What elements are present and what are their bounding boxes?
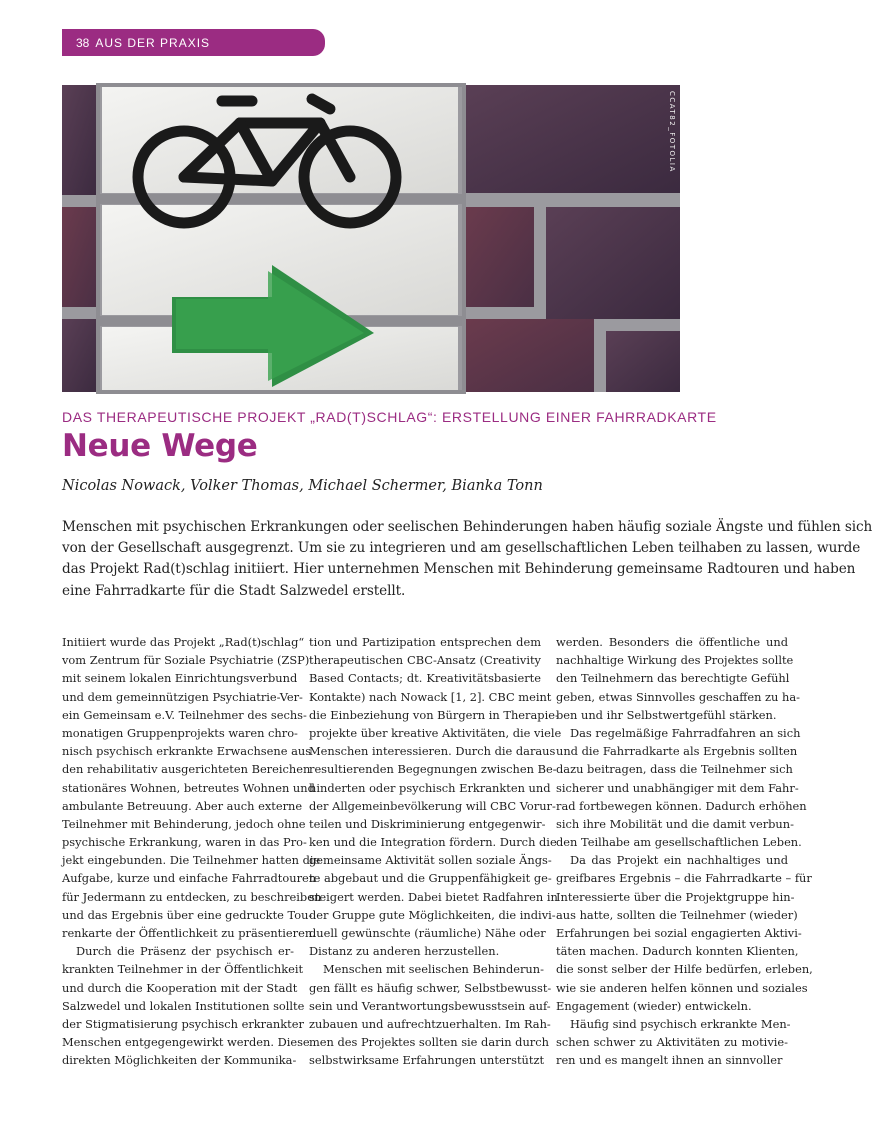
body-text-line: Kontakte) nach Nowack [1, 2]. CBC meint bbox=[309, 689, 552, 704]
body-text-line: Engagement (wieder) entwickeln. bbox=[556, 998, 752, 1013]
body-text-line: gen fällt es häufig schwer, Selbstbewusst- bbox=[309, 980, 552, 995]
body-text-line: und die Fahrradkarte als Ergebnis sollten bbox=[556, 744, 798, 759]
body-text-line: Durch die Präsenz der psychisch er- bbox=[76, 944, 294, 959]
body-text-line: Da das Projekt ein nachhaltiges und bbox=[570, 853, 788, 868]
body-text-line: schen schwer zu Aktivitäten zu motivie- bbox=[556, 1035, 788, 1050]
body-text-line: sich ihre Mobilität und die damit verbun- bbox=[556, 816, 794, 831]
body-text-line: vom Zentrum für Soziale Psychiatrie (ZSP) bbox=[62, 653, 310, 668]
body-text-line: renkarte der Öffentlichkeit zu präsentieren. bbox=[62, 926, 316, 940]
body-column-2 bbox=[309, 633, 562, 1070]
body-text-line: therapeutischen CBC-Ansatz (Creativity bbox=[309, 653, 541, 668]
body-text-line: Based Contacts; dt. Kreativitätsbasierte bbox=[309, 671, 541, 686]
body-text-line: Menschen interessieren. Durch die daraus bbox=[309, 744, 556, 759]
article-title: Neue Wege bbox=[62, 428, 258, 464]
body-text-line: nisch psychisch erkrankte Erwachsene aus bbox=[62, 744, 312, 759]
body-text-line: die sonst selber der Hilfe bedürfen, erleben, bbox=[556, 962, 813, 977]
article-authors: Nicolas Nowack, Volker Thomas, Michael Schermer, Bianka Tonn bbox=[62, 478, 543, 494]
body-text-line: Teilnehmer mit Behinderung, jedoch ohne bbox=[62, 816, 306, 831]
body-text-line: Distanz zu anderen herzustellen. bbox=[309, 944, 500, 959]
lead-line: eine Fahrradkarte für die Stadt Salzwedel erstellt. bbox=[62, 582, 406, 599]
section-label: AUS DER PRAXIS bbox=[95, 35, 211, 50]
body-text-line: der Stigmatisierung psychisch erkrankter bbox=[62, 1016, 304, 1031]
body-column-3 bbox=[556, 633, 813, 1070]
body-text-line: gemeinsame Aktivität sollen soziale Ängs- bbox=[309, 853, 552, 868]
body-text-line: duell gewünschte (räumliche) Nähe oder bbox=[309, 926, 546, 940]
body-text-line: Menschen entgegengewirkt werden. Diese bbox=[62, 1035, 310, 1050]
body-text-line: Das regelmäßige Fahrradfahren an sich bbox=[570, 725, 801, 740]
body-text-line: sicherer und unabhängiger mit dem Fahr- bbox=[556, 780, 799, 795]
body-text-line: nachhaltige Wirkung des Projektes sollte bbox=[556, 653, 794, 668]
body-text-line: den rehabilitativ ausgerichteten Bereichen bbox=[62, 762, 311, 777]
body-text-line: werden. Besonders die öffentliche und bbox=[556, 635, 788, 649]
body-text-line: selbstwirksame Erfahrungen unterstützt bbox=[309, 1053, 545, 1068]
body-text-line: psychische Erkrankung, waren in das Pro- bbox=[62, 835, 307, 850]
body-text-line: zubauen und aufrechtzuerhalten. Im Rah- bbox=[309, 1016, 551, 1031]
body-text-line: greifbares Ergebnis – die Fahrradkarte – für bbox=[556, 871, 812, 886]
lead-line: Menschen mit psychischen Erkrankungen oder seelischen Behinderungen haben häufig soziale Ängste und fühlen sich bbox=[62, 519, 872, 535]
body-text-line: mit seinem lokalen Einrichtungsverbund bbox=[62, 671, 298, 686]
body-text-line: tion und Partizipation entsprechen dem bbox=[309, 635, 541, 649]
body-text-line: te abgebaut und die Gruppenfähigkeit ge- bbox=[309, 871, 552, 886]
body-column-1 bbox=[62, 633, 322, 1070]
body-text-line: Menschen mit seelischen Behinderun- bbox=[323, 962, 544, 977]
body-text-line: und das Ergebnis über eine gedruckte Tou- bbox=[62, 907, 313, 922]
body-text-line: Interessierte über die Projektgruppe hin- bbox=[556, 889, 795, 904]
body-text-line: Erfahrungen bei sozial engagierten Aktivi- bbox=[556, 926, 802, 940]
body-text-line: teilen und Diskriminierung entgegenwir- bbox=[309, 816, 546, 831]
body-text-line: steigert werden. Dabei bietet Radfahren in bbox=[309, 889, 558, 904]
body-text-line: hinderten oder psychisch Erkrankten und bbox=[309, 780, 551, 795]
body-text-line: krankten Teilnehmer in der Öffentlichkeit bbox=[62, 962, 304, 977]
body-text-line: den Teilhabe am gesellschaftlichen Leben. bbox=[556, 835, 802, 850]
body-text-line: monatigen Gruppenprojekts waren chro- bbox=[62, 725, 298, 740]
body-text-line: täten machen. Dadurch konnten Klienten, bbox=[556, 944, 799, 959]
body-text-line: resultierenden Begegnungen zwischen Be- bbox=[309, 762, 557, 777]
body-text-line: jekt eingebunden. Die Teilnehmer hatten die bbox=[62, 853, 321, 868]
body-text-line: Salzwedel und lokalen Institutionen sollte bbox=[62, 998, 305, 1013]
body-text-line: ben und ihr Selbstwertgefühl stärken. bbox=[556, 707, 777, 722]
lead-line: von der Gesellschaft ausgegrenzt. Um sie zu integrieren und am gesellschaftlichen Leben teilhaben zu lassen, wurde bbox=[62, 540, 861, 557]
body-text-line: und dem gemeinnützigen Psychiatrie-Ver- bbox=[62, 689, 303, 704]
body-text-line: sein und Verantwortungsbewusstsein auf- bbox=[309, 998, 551, 1013]
body-text-line: Aufgabe, kurze und einfache Fahrradtouren bbox=[62, 871, 317, 886]
body-text-line: men des Projektes sollten sie darin durch bbox=[309, 1035, 549, 1050]
body-text-line: wie sie anderen helfen können und soziales bbox=[556, 980, 808, 995]
body-text-line: rad fortbewegen können. Dadurch erhöhen bbox=[556, 798, 807, 813]
body-text-line: ren und es mangelt ihnen an sinnvoller bbox=[556, 1053, 783, 1068]
body-text-line: geben, etwas Sinnvolles geschaffen zu ha- bbox=[556, 689, 800, 704]
body-text-line: Häufig sind psychisch erkrankte Men- bbox=[570, 1016, 791, 1031]
body-text-line: die Einbeziehung von Bürgern in Therapie- bbox=[309, 707, 559, 722]
body-text-line: ein Gemeinsam e.V. Teilnehmer des sechs- bbox=[62, 707, 307, 722]
body-text-line: ambulante Betreuung. Aber auch externe bbox=[62, 798, 303, 813]
body-text-line: ken und die Integration fördern. Durch die bbox=[309, 835, 557, 850]
article-kicker: DAS THERAPEUTISCHE PROJEKT „RAD(T)SCHLAG“: ERSTELLUNG EINER FAHRRADKARTE bbox=[62, 409, 717, 425]
section-header bbox=[62, 29, 325, 56]
hero-image bbox=[62, 85, 680, 392]
body-text-line: direkten Möglichkeiten der Kommunika- bbox=[62, 1053, 297, 1068]
image-credit: CCAT82_FOTOLIA bbox=[668, 91, 676, 173]
body-text-line: und durch die Kooperation mit der Stadt bbox=[62, 980, 298, 995]
article-lead bbox=[62, 517, 872, 602]
lead-line: das Projekt Rad(t)schlag initiiert. Hier unternehmen Menschen mit Behinderung gemeinsame Radtouren und haben bbox=[62, 561, 856, 578]
body-text-line: Initiiert wurde das Projekt „Rad(t)schlag“ bbox=[62, 635, 305, 649]
body-text-line: den Teilnehmern das berechtigte Gefühl bbox=[556, 671, 790, 686]
body-text-line: stationäres Wohnen, betreutes Wohnen und bbox=[62, 780, 315, 795]
body-text-line: projekte über kreative Aktivitäten, die viele bbox=[309, 725, 562, 740]
bike-lane-photo bbox=[62, 85, 680, 392]
body-text-line: für Jedermann zu entdecken, zu beschreiben bbox=[62, 889, 322, 904]
body-text-line: der Allgemeinbevölkerung will CBC Vorur- bbox=[309, 798, 556, 813]
page-number: 38 bbox=[76, 35, 90, 50]
body-text-line: aus hatte, sollten die Teilnehmer (wieder) bbox=[556, 907, 798, 922]
body-text-line: der Gruppe gute Möglichkeiten, die indivi- bbox=[309, 907, 556, 922]
body-text-line: dazu beitragen, dass die Teilnehmer sich bbox=[556, 762, 793, 777]
